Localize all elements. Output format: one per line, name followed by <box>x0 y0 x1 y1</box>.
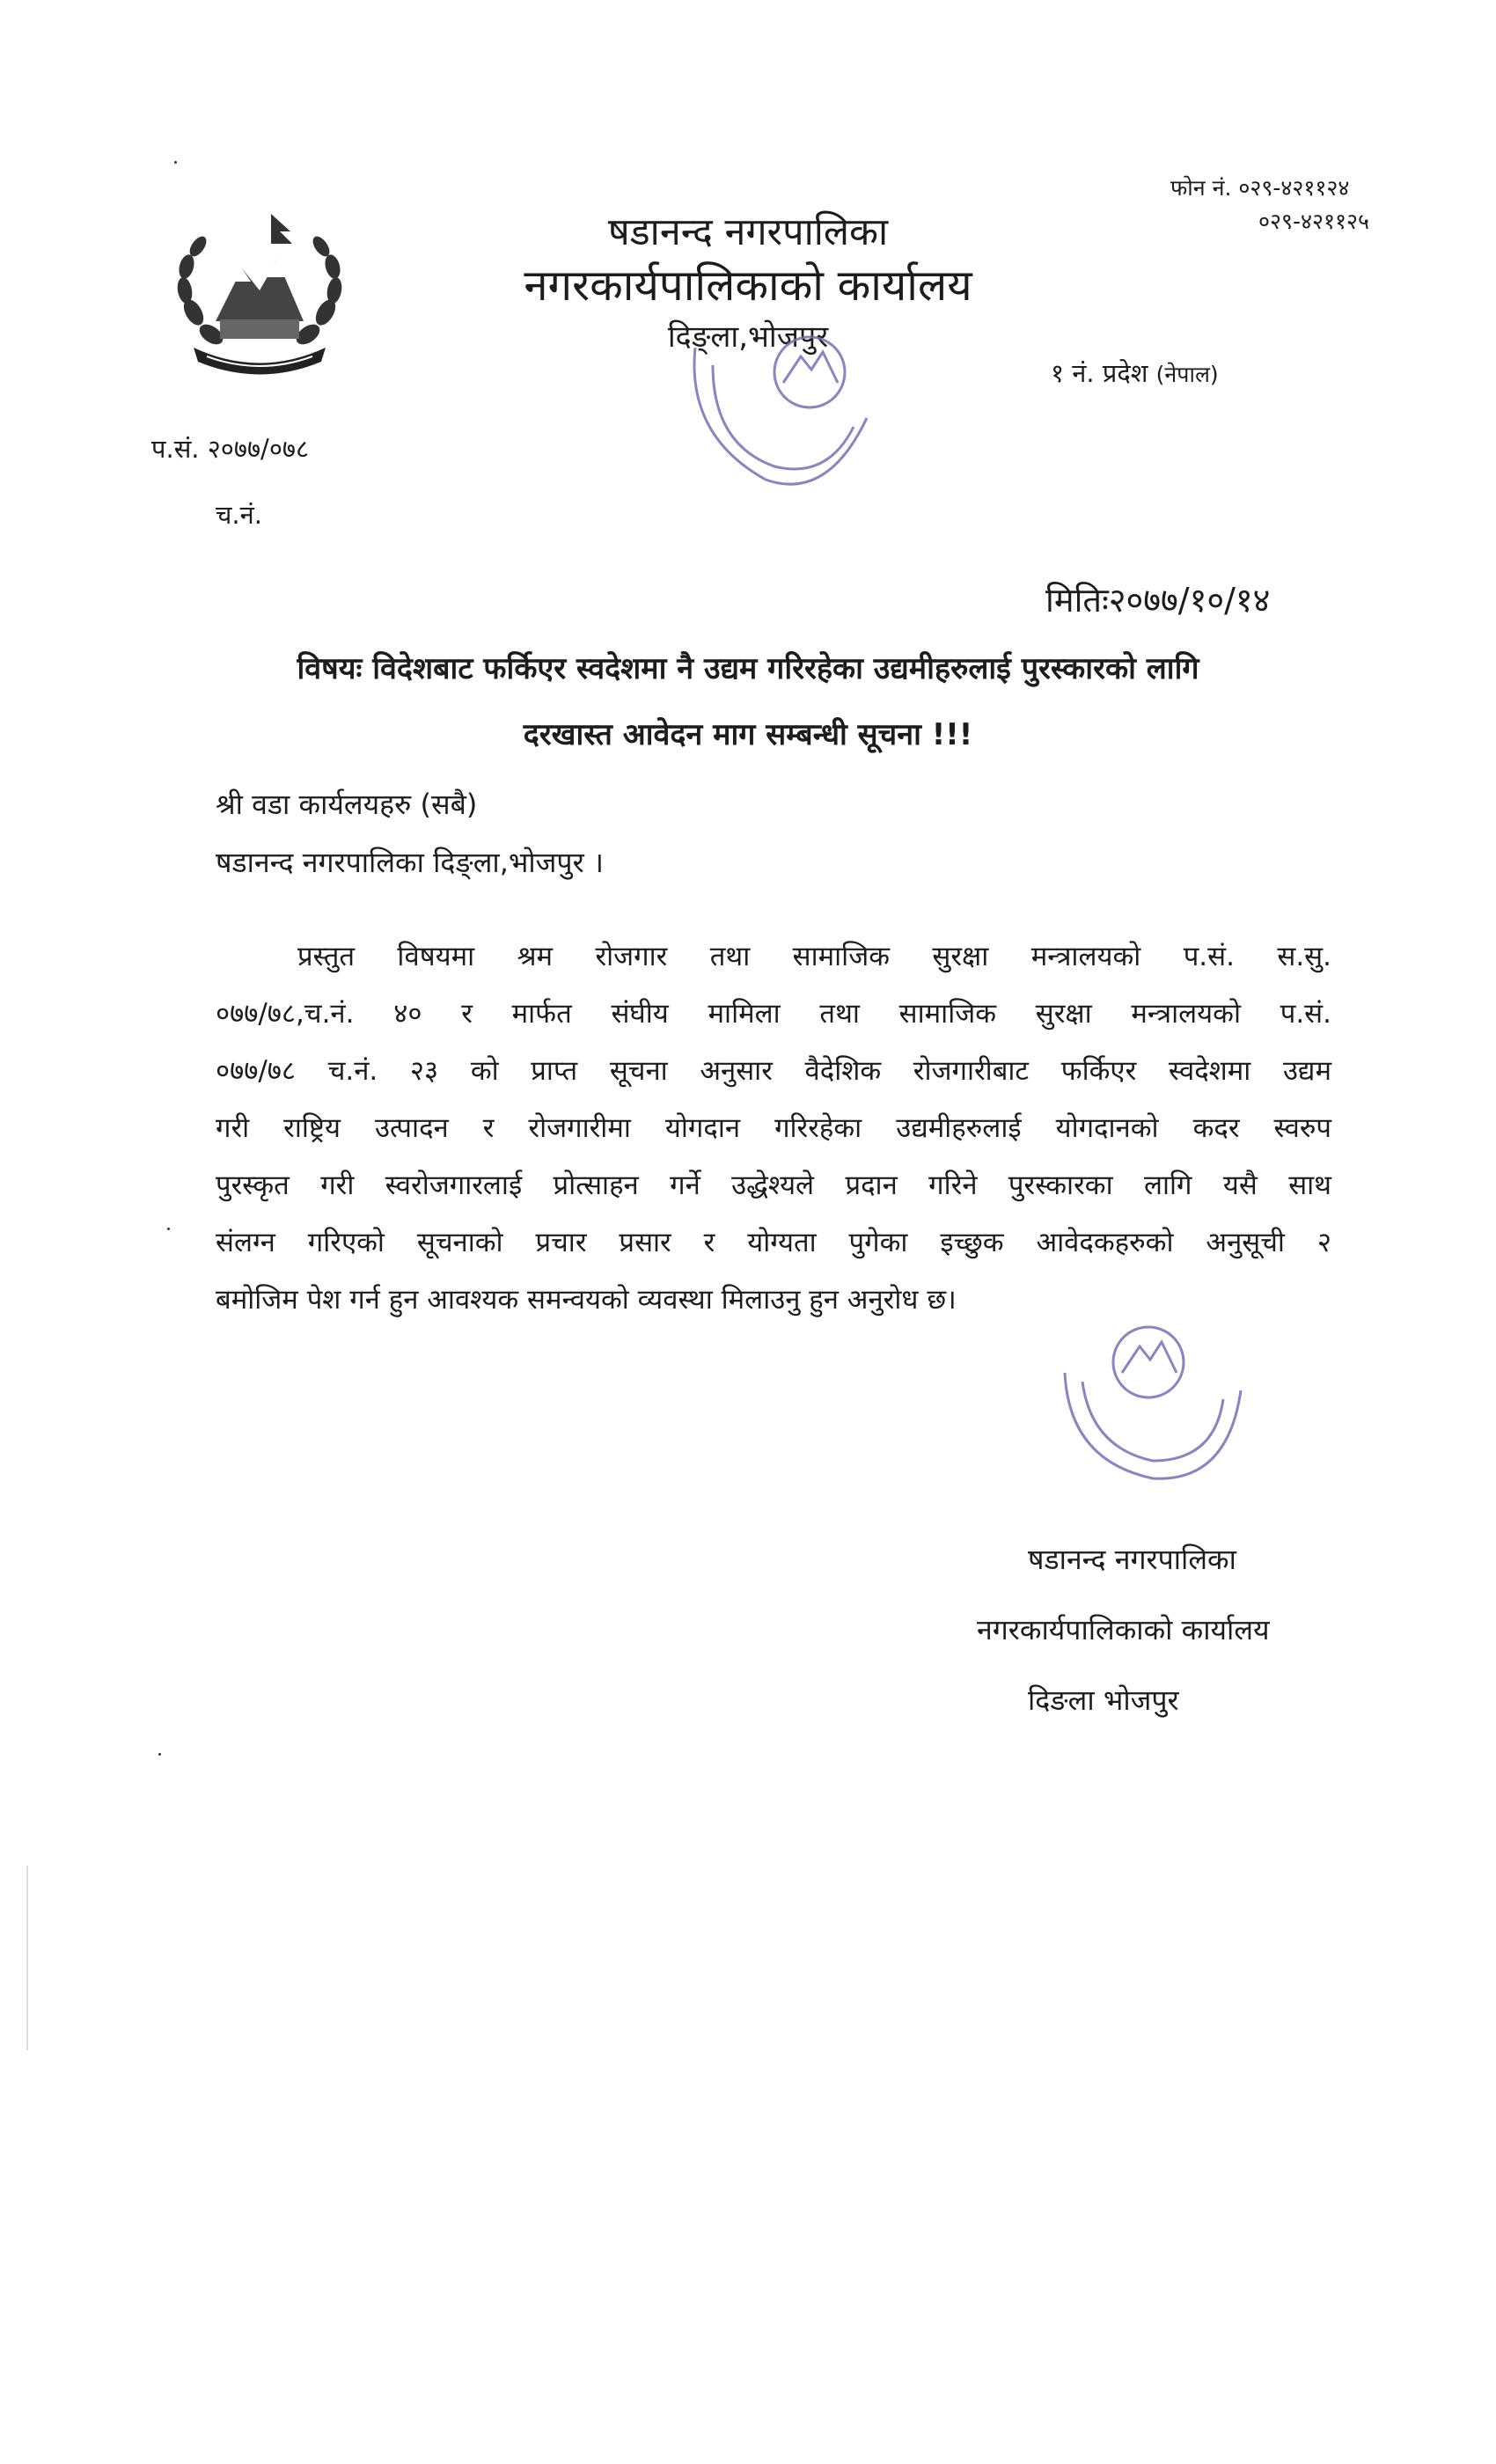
province-label <box>1051 356 1219 390</box>
scan-speck <box>158 1753 161 1756</box>
office-address: दिङ्ला,भोजपुर <box>667 319 829 355</box>
stamp-icon <box>1052 1320 1254 1496</box>
scan-speck <box>167 1228 170 1230</box>
subject-line-1: विषयः विदेशबाट फर्किएर स्वदेशमा नै उद्यम गरिरहेका उद्यमीहरुलाई पुरस्कारको लागि <box>297 651 1199 686</box>
scan-speck <box>174 161 177 164</box>
body-line: ०७७/७८ च.नं. २३ को प्राप्त सूचना अनुसार वैदेशिक रोजगारीबाट फर्किएर स्वदेशमा उद्यम <box>216 1055 1331 1087</box>
phone-number-2: ०२९-४२११२५ <box>1258 209 1370 234</box>
province-country: (नेपाल) <box>1155 362 1219 387</box>
official-stamp-top <box>678 330 880 506</box>
body-line: संलग्न गरिएको सूचनाको प्रचार प्रसार र योग्यता पुगेका इच्छुक आवेदकहरुको अनुसूची २ <box>216 1227 1331 1258</box>
letter-date: मितिः२०७७/१०/१४ <box>1045 581 1271 620</box>
body-line: प्रस्तुत विषयमा श्रम रोजगार तथा सामाजिक सुरक्षा मन्त्रालयको प.सं. स.सु. <box>297 941 1331 972</box>
province-name: १ नं. प्रदेश <box>1051 358 1148 388</box>
addressee-line-2: षडानन्द नगरपालिका दिङ्ला,भोजपुर । <box>216 846 604 879</box>
body-line: गरी राष्ट्रिय उत्पादन र रोजगारीमा योगदान गरिरहेका उद्यमीहरुलाई योगदानको कदर स्वरुप <box>216 1112 1331 1144</box>
signature-address: दिङला भोजपुर <box>1028 1683 1179 1717</box>
addressee-line-1: श्री वडा कार्यलयहरु (सबै) <box>216 788 478 821</box>
phone-number-1: फोन नं. ०२९-४२११२४ <box>1170 175 1350 201</box>
signature-office: नगरकार्यपालिकाको कार्यालय <box>977 1613 1270 1646</box>
body-line: ०७७/७८,च.नं. ४० र मार्फत संघीय मामिला तथा सामाजिक सुरक्षा मन्त्रालयको प.सं. <box>216 998 1331 1030</box>
reference-number: प.सं. २०७७/०७८ <box>151 434 310 464</box>
subject-line-2: दरखास्त आवेदन माग सम्बन्धी सूचना !!! <box>523 717 973 752</box>
body-line: बमोजिम पेश गर्न हुन आवश्यक समन्वयको व्यवस्था मिलाउनु हुन अनुरोध छ। <box>216 1284 957 1316</box>
scan-edge-line <box>26 1866 28 2050</box>
stamp-icon <box>678 330 880 506</box>
body-line: पुरस्कृत गरी स्वरोजगारलाई प्रोत्साहन गर्ने उद्धेश्यले प्रदान गरिने पुरस्कारका लागि यसै साथ <box>216 1170 1331 1201</box>
official-stamp-bottom <box>1052 1320 1254 1496</box>
dispatch-number: च.नं. <box>216 500 262 530</box>
signature-org: षडानन्द नगरपालिका <box>1028 1543 1236 1576</box>
office-name: नगरकार्यपालिकाको कार्यालय <box>524 260 972 311</box>
org-name: षडानन्द नगरपालिका <box>607 210 889 254</box>
